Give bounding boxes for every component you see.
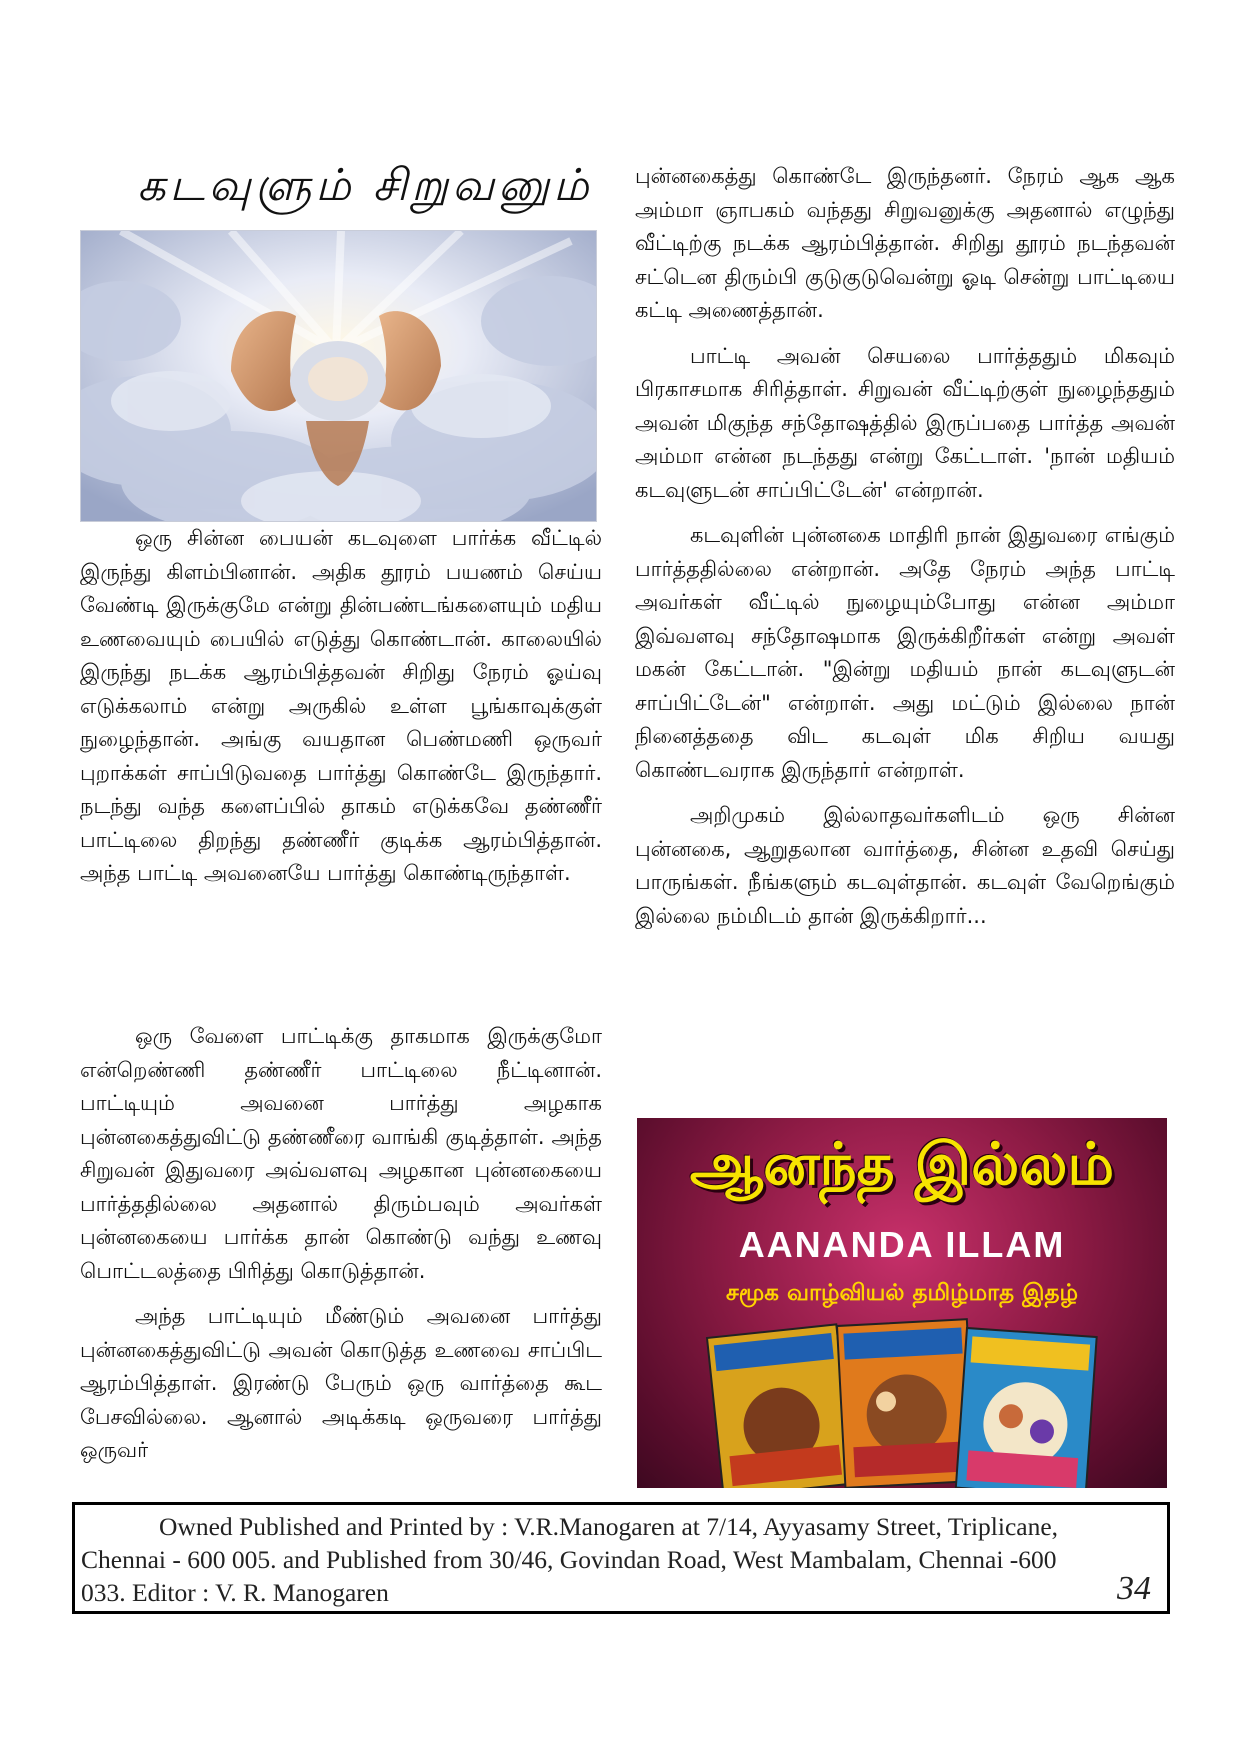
paragraph: அந்த பாட்டியும் மீண்டும் அவனை பார்த்து புன்னகைத்துவிட்டு அவன் கொடுத்த உணவை சாப்பிட ஆரம்பித்தாள். இரண்டு பேரும் ஒரு வார்த்தை கூட பேசவில்லை. ஆனால் அடிக்கடி ஒருவரை பார்த்து ஒருவர் <box>80 1304 602 1462</box>
article-title: கடவுளும் சிறுவனும் <box>137 160 593 211</box>
footer-line-2: Chennai - 600 005. and Published from 30/46, Govindan Road, West Mambalam, Chennai -600 <box>81 1545 1057 1574</box>
right-column <box>635 160 1175 933</box>
ad-title-tamil: ஆனந்த இல்லம் <box>689 1130 1115 1198</box>
footer-line-1 <box>81 1510 1159 1543</box>
ad-title-english: AANANDA ILLAM <box>738 1224 1066 1265</box>
paragraph: பாட்டி அவன் செயலை பார்த்ததும் மிகவும் பிரகாசமாக சிரித்தாள். சிறுவன் வீட்டிற்குள் நுழைந்ததும் அவன் மிகுந்த சந்தோஷத்தில் இருப்பதை பார்த்த அவன் அம்மா என்ன நடந்தது என்று கேட்டாள். 'நான் மதியம் கடவுளுடன் சாப்பிட்டேன்' என்றான். <box>635 343 1175 502</box>
paragraph: புன்னகைத்து கொண்டே இருந்தனர். நேரம் ஆக ஆக அம்மா ஞாபகம் வந்தது சிறுவனுக்கு அதனால் எழுந்து வீட்டிற்கு நடக்க ஆரம்பித்தான். சிறிது தூரம் நடந்தவன் சட்டென திரும்பி குடுகுடுவென்று ஓடி சென்று பாட்டியை கட்டி அணைத்தான். <box>635 164 1175 322</box>
footer-line-3: 033. Editor : V. R. Manogaren <box>81 1578 389 1607</box>
paragraph: ஒரு வேளை பாட்டிக்கு தாகமாக இருக்குமோ என்றெண்ணி தண்ணீர் பாட்டிலை நீட்டினான். பாட்டியும் அவனை பார்த்து அழகாக புன்னகைத்துவிட்டு தண்ணீரை வாங்கி குடித்தாள். அந்த சிறுவன் இதுவரை அவ்வளவு அழகான புன்னகையை பார்த்ததில்லை அதனால் திரும்பவும் அவர்கள் புன்னகையை பார்க்க தான் கொண்டு வந்து உணவு பொட்டலத்தை பிரித்து கொடுத்தான். <box>80 1024 602 1283</box>
left-column-top <box>80 522 602 891</box>
paragraph: ஒரு சின்ன பையன் கடவுளை பார்க்க வீட்டில் இருந்து கிளம்பினான். அதிக தூரம் பயணம் செய்ய வேண்டி இருக்குமே என்று தின்பண்டங்களையும் மதிய உணவையும் பையில் எடுத்து கொண்டான். காலையில் இருந்து நடக்க ஆரம்பித்தவன் சிறிது நேரம் ஓய்வு எடுக்கலாம் என்று அருகில் உள்ள பூங்காவுக்குள் நுழைந்தான். அங்கு வயதான பெண்மணி ஒருவர் புறாக்கள் சாப்பிடுவதை பார்த்து கொண்டே இருந்தார். நடந்து வந்த களைப்பில் தாகம் எடுக்கவே தண்ணீர் பாட்டிலை திறந்து தண்ணீர் குடிக்க ஆரம்பித்தான். அந்த பாட்டி அவனையே பார்த்து கொண்டிருந்தாள். <box>80 526 602 885</box>
paragraph: கடவுளின் புன்னகை மாதிரி நான் இதுவரை எங்கும் பார்த்ததில்லை என்றான். அதே நேரம் அந்த பாட்டி அவர்கள் வீட்டில் நுழையும்போது என்ன அம்மா இவ்வளவு சந்தோஷமாக இருக்கிறீர்கள் என்று அவள் மகன் கேட்டான். "இன்று மதியம் நான் கடவுளுடன் சாப்பிட்டேன்" என்றாள். அது மட்டும் இல்லை நான் நினைத்ததை விட கடவுள் மிக சிறிய வயது கொண்டவராக இருந்தார் என்றாள். <box>635 523 1175 782</box>
page-number: 34 <box>1117 1570 1151 1607</box>
footer-line-1-text: Owned Published and Printed by : V.R.Manogaren at 7/14, Ayyasamy Street, Triplicane, <box>159 1512 1059 1541</box>
hands-in-clouds-image <box>81 231 596 521</box>
magazine-advertisement <box>637 1118 1167 1488</box>
left-column-bottom <box>80 1020 602 1468</box>
ad-tagline: சமூக வாழ்வியல் தமிழ்மாத இதழ் <box>726 1280 1078 1306</box>
article-illustration-god-hands <box>80 230 597 522</box>
publisher-footer <box>72 1502 1170 1614</box>
paragraph: அறிமுகம் இல்லாதவர்களிடம் ஒரு சின்ன புன்னகை, ஆறுதலான வார்த்தை, சின்ன உதவி செய்து பாருங்கள். நீங்களும் கடவுள்தான். கடவுள் வேறெங்கும் இல்லை நம்மிடம் தான் இருக்கிறார்... <box>635 803 1175 928</box>
